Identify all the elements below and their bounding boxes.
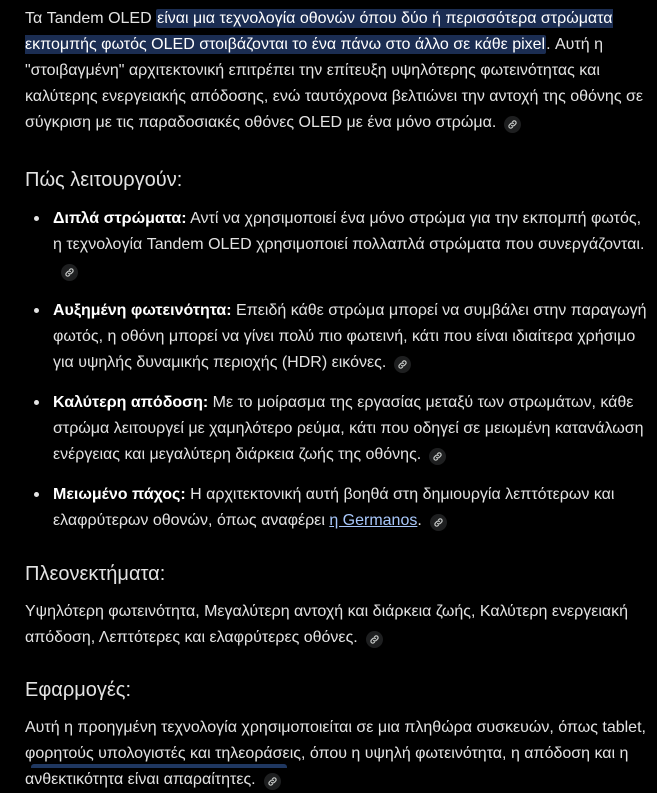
section-heading-advantages: Πλεονεκτήματα:	[25, 563, 166, 585]
list-item-text: Επειδή κάθε στρώμα μπορεί να συμβάλει στην παραγωγή φωτός, η οθόνη μπορεί να γίνει πολύ πιο φωτεινή, κάτι που είναι ιδιαίτερα χρήσιμο για υψηλής δυναμικής περιοχής (HDR) εικόνες.	[53, 302, 647, 371]
intro-highlight[interactable]: είναι μια τεχνολογία οθονών όπου δύο ή περισσότερα στρώματα εκπομπής φωτός OLED στοιβάζονται το ένα πάνω στο άλλο σε κάθε pixel	[25, 10, 613, 53]
list-item-text: Η αρχιτεκτονική αυτή βοηθά στη δημιουργία λεπτότερων και ελαφρύτερων οθονών, όπως αναφέρει	[53, 486, 615, 529]
bottom-bar-edge[interactable]	[31, 764, 287, 768]
how-list	[25, 206, 647, 534]
source-link-button[interactable]	[61, 264, 78, 281]
link-icon	[432, 451, 443, 462]
source-link-button[interactable]	[504, 116, 521, 133]
link-icon	[64, 267, 75, 278]
list-item-term: Μειωμένο πάχος:	[53, 486, 186, 503]
intro-paragraph	[25, 0, 647, 136]
intro-prefix: Τα Tandem OLED	[25, 10, 157, 27]
list-item-term: Αυξημένη φωτεινότητα:	[53, 302, 232, 319]
source-link-button[interactable]	[430, 514, 447, 531]
list-item	[25, 298, 647, 376]
list-item-term: Καλύτερη απόδοση:	[53, 394, 209, 411]
source-link-button[interactable]	[264, 773, 281, 790]
section-heading-applications: Εφαρμογές:	[25, 679, 132, 701]
list-item-text: Αντί να χρησιμοποιεί ένα μόνο στρώμα για την εκπομπή φωτός, η τεχνολογία Tandem OLED χρησιμοποιεί πολλαπλά στρώματα που συνεργάζονται.	[53, 210, 645, 253]
list-item	[25, 390, 647, 468]
list-item-text: Με το μοίρασμα της εργασίας μεταξύ των στρωμάτων, κάθε στρώμα λειτουργεί με χαμηλότερο ρεύμα, κάτι που οδηγεί σε μειωμένη κατανάλωση ενέργειας και μεγαλύτερη διάρκεια ζωής της οθόνης.	[53, 394, 644, 463]
applications-paragraph	[25, 715, 647, 793]
link-icon	[433, 517, 444, 528]
advantages-text: Υψηλότερη φωτεινότητα, Μεγαλύτερη αντοχή και διάρκεια ζωής, Καλύτερη ενεργειακή απόδοση, Λεπτότερες και ελαφρύτερες οθόνες.	[25, 603, 629, 646]
germanos-link[interactable]: η Germanos	[329, 512, 418, 529]
link-icon	[267, 776, 278, 787]
source-link-button[interactable]	[366, 631, 383, 648]
list-item-text-end: .	[417, 512, 422, 529]
advantages-paragraph	[25, 599, 647, 651]
section-heading-how: Πώς λειτουργούν:	[25, 169, 183, 191]
source-link-button[interactable]	[429, 448, 446, 465]
intro-rest: . Αυτή η "στοιβαγμένη" αρχιτεκτονική επιτρέπει την επίτευξη υψηλότερης φωτεινότητας και καλύτερης ενεργειακής απόδοσης, ενώ ταυτόχρονα βελτιώνει την αντοχή της οθόνης σε σύγκριση με τις παραδοσιακές οθόνες OLED με ένα μόνο στρώμα.	[25, 36, 643, 131]
list-item	[25, 482, 647, 534]
link-icon	[507, 119, 518, 130]
list-item-term: Διπλά στρώματα:	[53, 210, 187, 227]
list-item	[25, 206, 647, 284]
link-icon	[397, 359, 408, 370]
link-icon	[369, 634, 380, 645]
source-link-button[interactable]	[394, 356, 411, 373]
applications-text: Αυτή η προηγμένη τεχνολογία χρησιμοποιείται σε μια πληθώρα συσκευών, όπως tablet, φορητούς υπολογιστές και τηλεοράσεις, όπου η υψηλή φωτεινότητα, η απόδοση και η ανθεκτικότητα είναι απαραίτητες.	[25, 719, 646, 788]
